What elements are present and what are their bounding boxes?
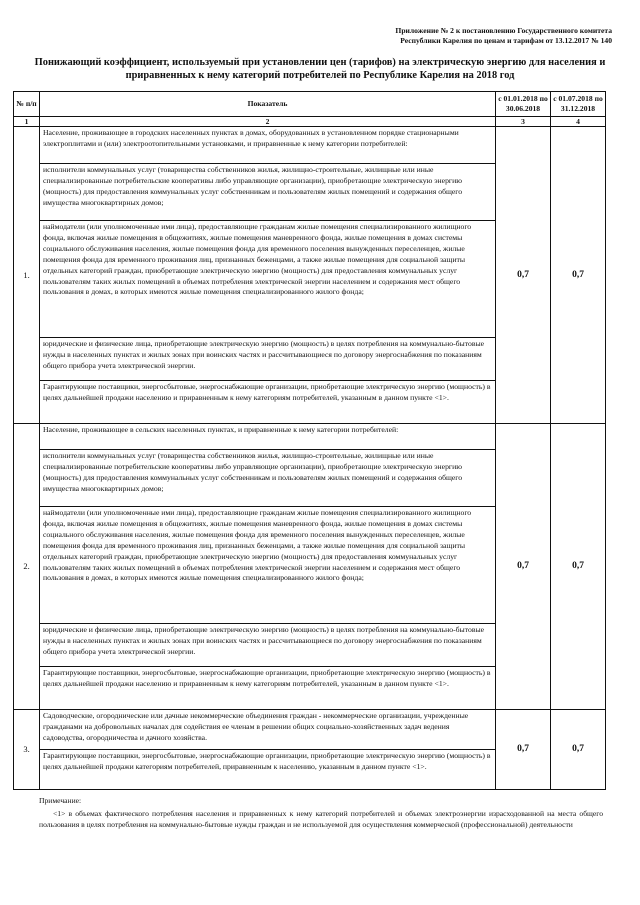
indicator-cell: Гарантирующие поставщики, энергосбытовые, энергоснабжающие организации, приобретающие электрическую энергию (мощность) в целях дальнейшей продажи населению и приравненным к нему категориям потребителей, указанным в данном пункте <1>.	[40, 381, 496, 424]
appendix-reference	[282, 26, 612, 45]
table-row	[14, 424, 606, 450]
footnote	[39, 795, 603, 830]
row-number: 1.	[14, 127, 40, 424]
row-number: 2.	[14, 424, 40, 710]
coefficient-value-2: 0,7	[551, 424, 606, 710]
indicator-cell: Гарантирующие поставщики, энергосбытовые, энергоснабжающие организации, приобретающие электрическую энергию (мощность) в целях дальнейшей продажи населению и приравненным к нему категориям потребителей, указанным в данном пункте <1>.	[40, 667, 496, 710]
indicator-cell: исполнители коммунальных услуг (товарищества собственников жилья, жилищно-строительные, жилищные или иные специализированные потребительские кооперативы либо управляющие организации), приобретающие электрическую энергию (мощность) для предоставления коммунальных услуг собственникам и пользователям жилых помещений и содержания общего имущества многоквартирных домов;	[40, 450, 496, 507]
indicator-cell: юридические и физические лица, приобретающие электрическую энергию (мощность) в целях потребления на коммунально-бытовые нужды в населенных пунктах и жилых зонах при воинских частях и рассчитывающиеся по договору энергоснабжения по показаниям общего прибора учета электрической энергии.	[40, 338, 496, 381]
indicator-cell: Гарантирующие поставщики, энергосбытовые, энергоснабжающие организации, приобретающие электрическую энергию (мощность) в целях дальнейшей продажи категориям потребителей, приравненным к населению, указанным в данном пункте <1>.	[40, 750, 496, 790]
coefficient-table	[13, 91, 606, 790]
header-num: № п/п	[14, 92, 40, 117]
footnote-text: <1> в объемах фактического потребления населения и приравненных к нему категорий потребителей и объемах электроэнергии израсходованной на места общего пользования в целях потребления на коммунально-бытовые нужды граждан и не используемой для осуществления коммерческой (профессиональной) деятельности	[39, 809, 603, 829]
coefficient-value-1: 0,7	[496, 127, 551, 424]
table-row	[14, 127, 606, 164]
indicator-cell: исполнители коммунальных услуг (товарищества собственников жилья, жилищно-строительные, жилищные или иные специализированные потребительские кооперативы либо управляющие организации), приобретающие электрическую энергию (мощность) для предоставления коммунальных услуг собственникам и пользователям жилых помещений и содержания общего имущества многоквартирных домов;	[40, 164, 496, 221]
row-number: 3.	[14, 710, 40, 790]
column-number-row	[14, 117, 606, 127]
footnote-heading: Примечание:	[39, 796, 82, 805]
col-number: 2	[40, 117, 496, 127]
indicator-cell: Население, проживающее в городских населенных пунктах в домах, оборудованных в установленном порядке стационарными электроплитами и (или) электроотопительными установками, и приравненные к нему категории потребителей:	[40, 127, 496, 164]
indicator-cell: наймодатели (или уполномоченные ими лица), предоставляющие гражданам жилые помещения специализированного жилищного фонда, включая жилые помещения в общежитиях, жилые помещения маневренного фонда, жилые помещения в домах системы социального обслуживания населения, жилые помещения фонда для временного поселения вынужденных переселенцев, жилые помещения фонда для временного проживания лиц, признанных беженцами, а также жилые помещения для социальной защиты отдельных категорий граждан, приобретающие электрическую энергию (мощность) для предоставления коммунальных услуг пользователям таких жилых помещений в объемах потребления электрической энергии населением и содержания мест общего пользования в домах, в которых имеются жилые помещения специализированного жилого фонда;	[40, 221, 496, 338]
coefficient-value-1: 0,7	[496, 424, 551, 710]
header-row	[14, 92, 606, 117]
header-indicator: Показатель	[40, 92, 496, 117]
coefficient-value-2: 0,7	[551, 127, 606, 424]
indicator-cell: Население, проживающее в сельских населенных пунктах, и приравненные к нему категории потребителей:	[40, 424, 496, 450]
title-line-1: Понижающий коэффициент, используемый при установлении цен (тарифов) на электрическую энергию для населения и	[34, 57, 606, 68]
col-number: 3	[496, 117, 551, 127]
indicator-cell: юридические и физические лица, приобретающие электрическую энергию (мощность) в целях потребления на коммунально-бытовые нужды в населенных пунктах и жилых зонах при воинских частях и рассчитывающиеся по договору энергоснабжения по показаниям общего прибора учета электрической энергии.	[40, 624, 496, 667]
header-period-2: с 01.07.2018 по 31.12.2018	[551, 92, 606, 117]
title-line-2: приравненных к нему категорий потребителей по Республике Карелия на 2018 год	[125, 70, 515, 81]
coefficient-value-1: 0,7	[496, 710, 551, 790]
appendix-line-1: Приложение № 2 к постановлению Государственного комитета	[395, 26, 612, 35]
document-title	[24, 56, 616, 82]
table-row	[14, 710, 606, 750]
appendix-line-2: Республики Карелия по ценам и тарифам от 13.12.2017 № 140	[400, 35, 612, 45]
coefficient-value-2: 0,7	[551, 710, 606, 790]
indicator-cell: наймодатели (или уполномоченные ими лица), предоставляющие гражданам жилые помещения специализированного жилищного фонда, включая жилые помещения в общежитиях, жилые помещения маневренного фонда, жилые помещения в домах системы социального обслуживания населения, жилые помещения фонда для временного поселения вынужденных переселенцев, жилые помещения фонда для временного проживания лиц, признанных беженцами, а также жилые помещения для социальной защиты отдельных категорий граждан, приобретающие электрическую энергию (мощность) для предоставления коммунальных услуг пользователям таких жилых помещений в объемах потребления электрической энергии населением и содержания мест общего пользования в домах, в которых имеются жилые помещения специализированного жилого фонда;	[40, 507, 496, 624]
header-period-1: с 01.01.2018 по 30.06.2018	[496, 92, 551, 117]
col-number: 4	[551, 117, 606, 127]
col-number: 1	[14, 117, 40, 127]
indicator-cell: Садоводческие, огороднические или дачные некоммерческие объединения граждан - некоммерческие организации, учрежденные гражданами на добровольных началах для содействия ее членам в решении общих социально-хозяйственных задач ведения садоводства, огородничества и дачного хозяйства.	[40, 710, 496, 750]
